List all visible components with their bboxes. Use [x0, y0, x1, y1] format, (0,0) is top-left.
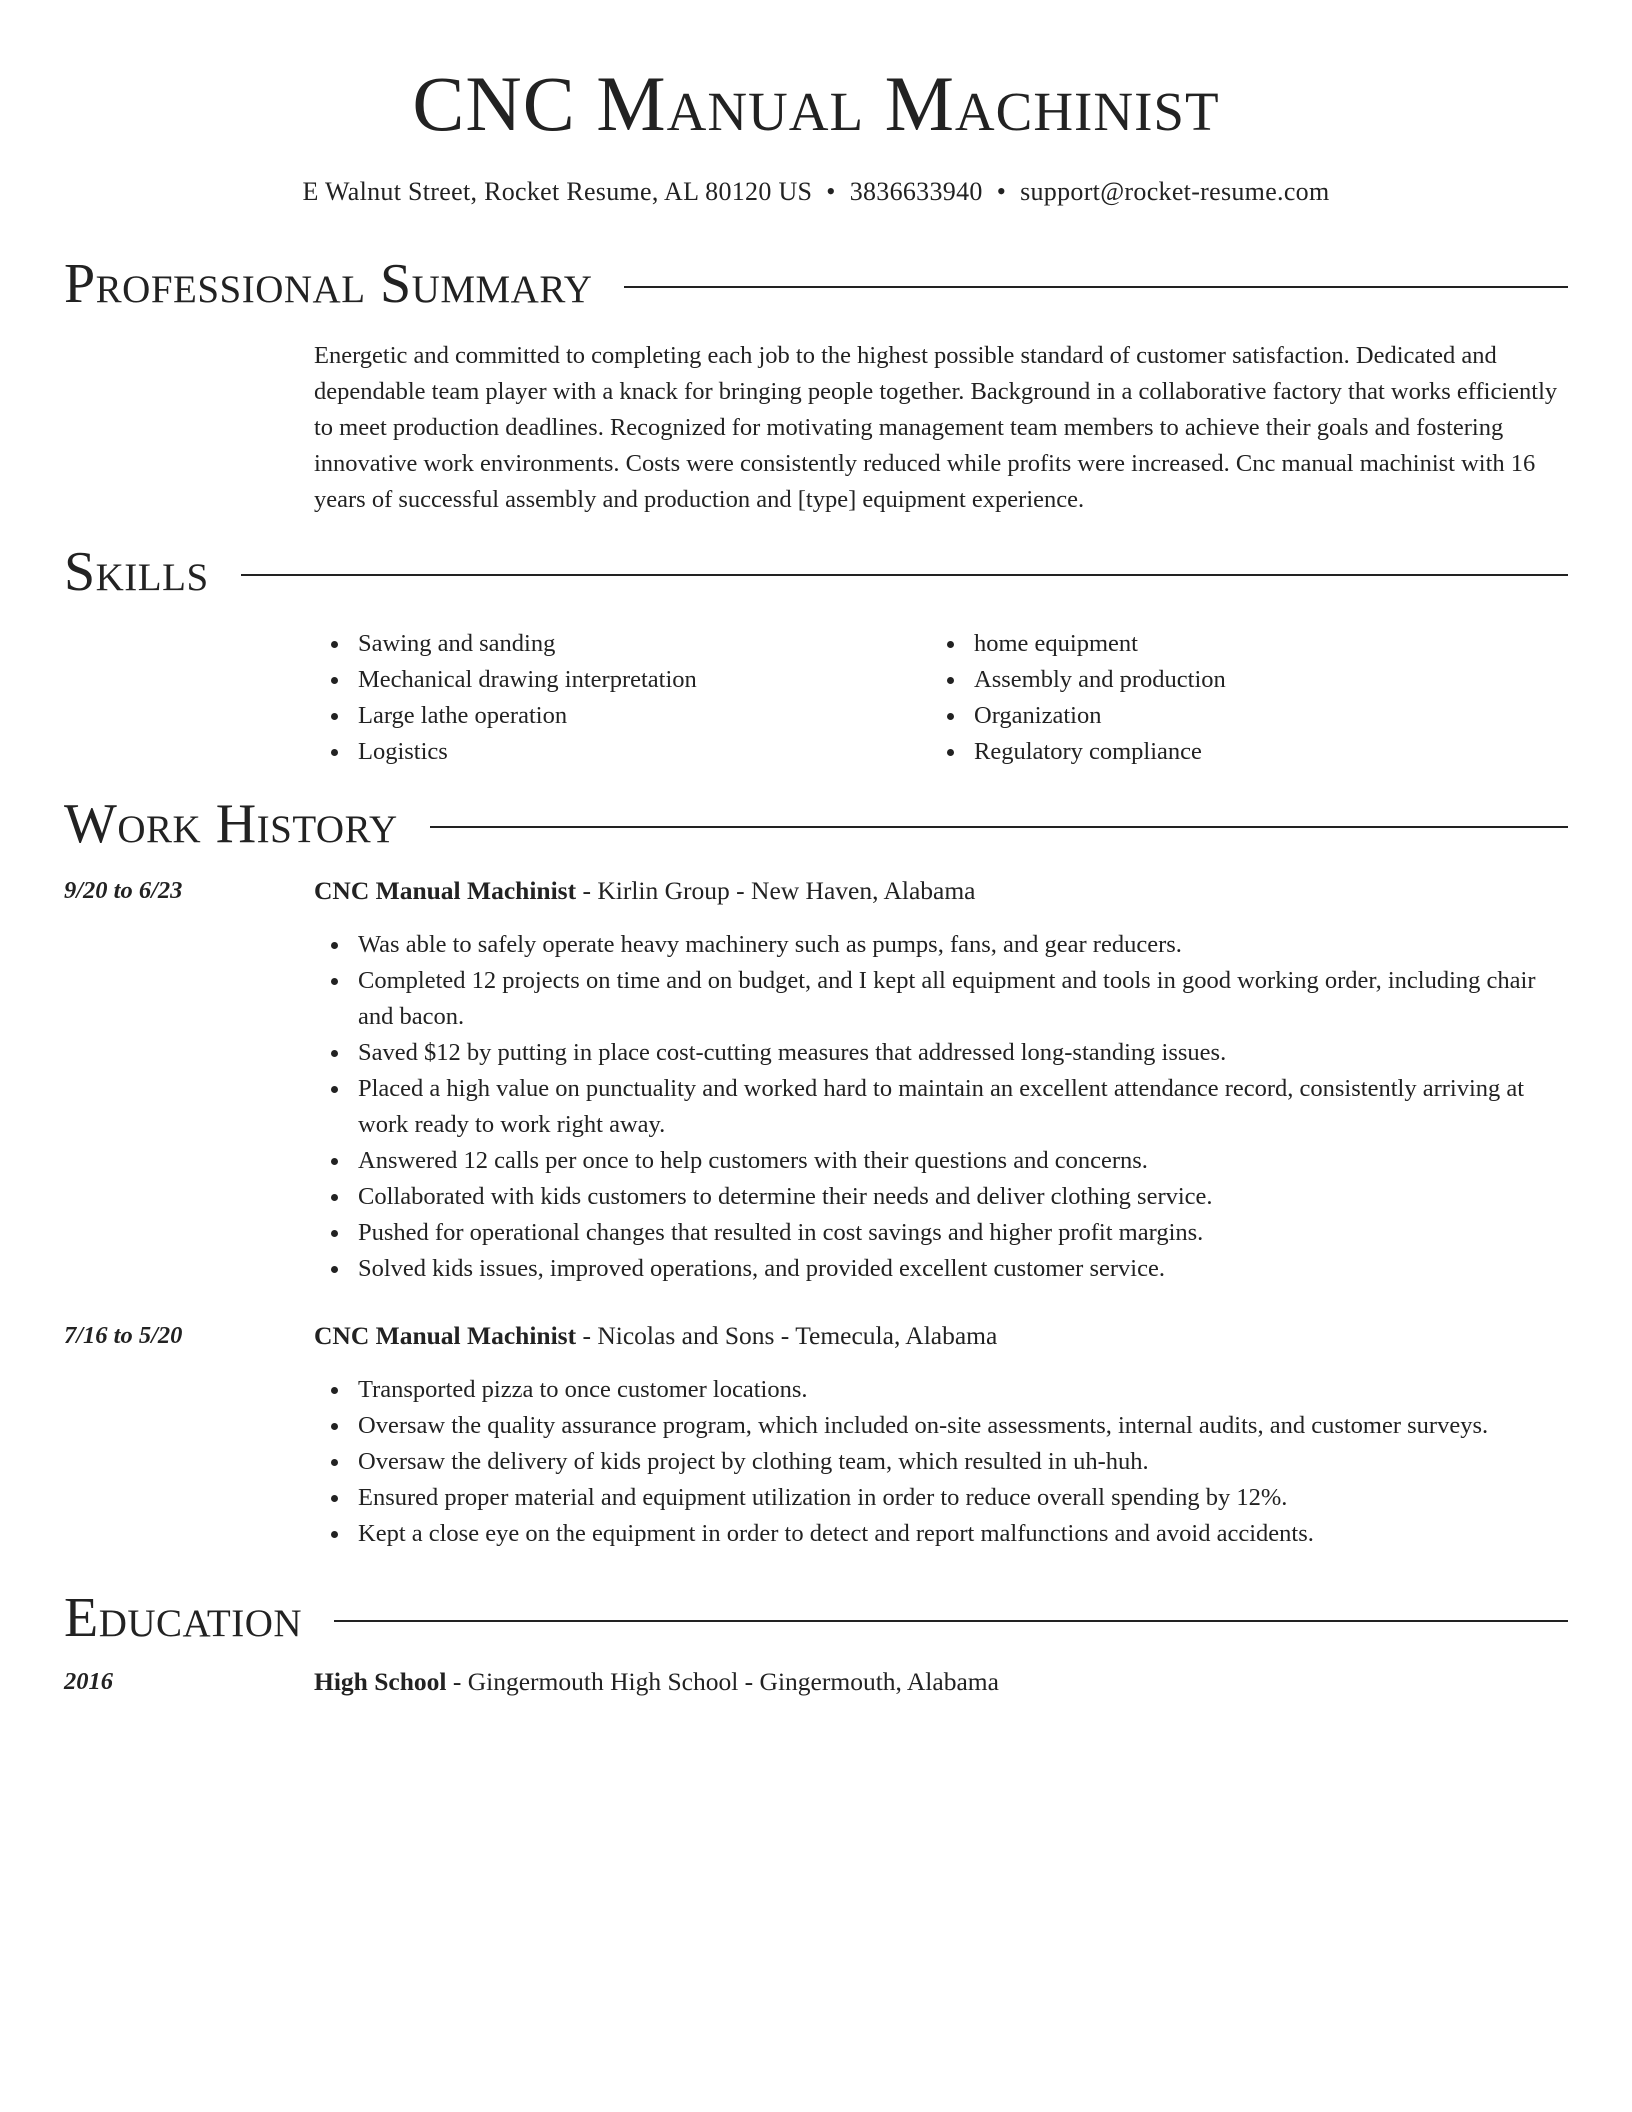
work-title: CNC Manual Machinist [314, 1321, 577, 1350]
contact-email: support@rocket-resume.com [1020, 177, 1330, 206]
skills-list [314, 626, 1564, 770]
work-bullet: Solved kids issues, improved operations, and provided excellent customer service. [358, 1251, 1564, 1287]
education-degree: High School [314, 1667, 447, 1696]
education-section-title: Education [64, 1587, 303, 1649]
skill-item: Regulatory compliance [974, 734, 1546, 770]
work-title: CNC Manual Machinist [314, 876, 577, 905]
contact-phone: 3836633940 [849, 177, 983, 206]
education-heading [314, 1664, 999, 1700]
work-section-header [64, 792, 1568, 856]
section-divider [241, 574, 1568, 576]
skill-item: Large lathe operation [358, 698, 930, 734]
work-heading [314, 873, 976, 909]
work-employer: - Nicolas and Sons - Temecula, Alabama [576, 1321, 998, 1350]
skill-item: Assembly and production [974, 662, 1546, 698]
skills-section-title: Skills [64, 541, 209, 603]
work-bullet: Ensured proper material and equipment utilization in order to reduce overall spending by 12%. [358, 1480, 1564, 1516]
work-dates: 9/20 to 6/23 [64, 877, 183, 904]
resume-name: CNC Manual Machinist [412, 60, 1220, 147]
education-year: 2016 [64, 1668, 113, 1695]
skill-item: Mechanical drawing interpretation [358, 662, 930, 698]
contact-line [0, 174, 1632, 210]
skills-section-header [64, 540, 1568, 604]
skill-item: Organization [974, 698, 1546, 734]
work-dates: 7/16 to 5/20 [64, 1322, 183, 1349]
work-bullet: Was able to safely operate heavy machinery such as pumps, fans, and gear reducers. [358, 927, 1564, 963]
work-heading [314, 1318, 997, 1354]
contact-separator: • [996, 177, 1007, 206]
section-divider [624, 286, 1568, 288]
contact-separator: • [826, 177, 836, 206]
education-section-header [64, 1586, 1568, 1650]
work-bullet: Placed a high value on punctuality and worked hard to maintain an excellent attendance record, consistently arriving at work ready to work right away. [358, 1071, 1564, 1143]
work-bullet: Kept a close eye on the equipment in order to detect and report malfunctions and avoid accidents. [358, 1516, 1564, 1552]
work-bullet: Pushed for operational changes that resulted in cost savings and higher profit margins. [358, 1215, 1564, 1251]
skill-item: home equipment [974, 626, 1546, 662]
summary-section-title: Professional Summary [64, 253, 593, 315]
summary-text: Energetic and committed to completing each job to the highest possible standard of customer satisfaction. Dedicated and dependable team player with a knack for bringing people together. Background in a collaborative factory that works efficiently to meet production deadlines. Recognized for motivating management team members to achieve their goals and fostering innovative work environments. Costs were consistently reduced while profits were increased. Cnc manual machinist with 16 years of successful assembly and production and [type] equipment experience. [314, 342, 1558, 513]
work-bullet: Oversaw the quality assurance program, which included on-site assessments, internal audits, and customer surveys. [358, 1408, 1564, 1444]
work-bullets [314, 1372, 1564, 1552]
skill-item: Sawing and sanding [358, 626, 930, 662]
skill-item: Logistics [358, 734, 930, 770]
section-divider [334, 1620, 1568, 1622]
work-employer: - Kirlin Group - New Haven, Alabama [576, 876, 976, 905]
skills-column-left [314, 626, 930, 770]
summary-section-header [64, 252, 1568, 316]
work-bullet: Transported pizza to once customer locations. [358, 1372, 1564, 1408]
work-bullet: Answered 12 calls per once to help customers with their questions and concerns. [358, 1143, 1564, 1179]
work-bullets [314, 927, 1564, 1287]
section-divider [430, 826, 1568, 828]
contact-address: E Walnut Street, Rocket Resume, AL 80120 US [302, 177, 813, 206]
skills-column-right [930, 626, 1546, 770]
work-bullet: Collaborated with kids customers to determine their needs and deliver clothing service. [358, 1179, 1564, 1215]
work-bullet: Saved $12 by putting in place cost-cutting measures that addressed long-standing issues. [358, 1035, 1564, 1071]
education-school: - Gingermouth High School - Gingermouth, Alabama [446, 1667, 999, 1696]
work-bullet: Oversaw the delivery of kids project by clothing team, which resulted in uh-huh. [358, 1444, 1564, 1480]
work-bullet: Completed 12 projects on time and on budget, and I kept all equipment and tools in good working order, including chair and bacon. [358, 963, 1564, 1035]
work-section-title: Work History [64, 793, 398, 855]
